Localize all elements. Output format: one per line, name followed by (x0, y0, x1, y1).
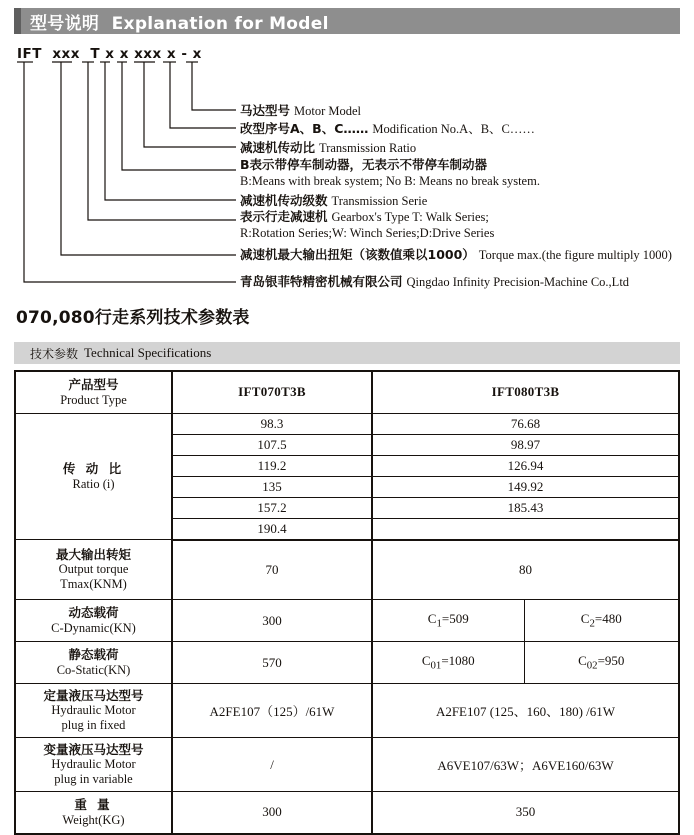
static-label-cell (15, 642, 172, 684)
static-col2a-value (372, 642, 524, 684)
model-explanation-header (14, 8, 680, 34)
diagram-label-2-en: Transmission Ratio (319, 141, 417, 155)
header-product-type-cell (15, 371, 172, 413)
fixed-motor-label-en1: Hydraulic Motor (51, 703, 136, 718)
diagram-label-2-cn: 减速机传动比 (240, 140, 316, 155)
dynamic-c2-prefix: C (580, 611, 590, 627)
weight-label-cn: 重 量 (74, 796, 113, 812)
diagram-label-0-cn: 马达型号 (240, 103, 291, 118)
static-c02-prefix: C (578, 653, 587, 669)
dynamic-col2b-value (524, 600, 679, 642)
ratio-label-en: Ratio (i) (72, 476, 115, 491)
table-header-row (15, 371, 679, 413)
spec-strip-en: Technical Specifications (84, 345, 212, 360)
table-row-variable-motor (15, 738, 679, 792)
header-product-type-cn: 产品型号 (68, 376, 119, 392)
dynamic-col1-value: 300 (172, 600, 372, 642)
variable-motor-label-en1: Hydraulic Motor (51, 757, 136, 772)
ratio-col2-value: 98.97 (372, 434, 679, 455)
table-row-output-torque (15, 540, 679, 600)
torque-col1-value: 70 (172, 540, 372, 600)
ratio-col1-value: 190.4 (172, 518, 372, 540)
diagram-label-company (240, 273, 629, 292)
ratio-col2-value: 126.94 (372, 455, 679, 476)
header-title-cn: 型号说明 (30, 13, 100, 34)
fixed-motor-label-en2: plug in fixed (61, 718, 126, 733)
diagram-label-6-cn: 减速机最大输出扭矩（该数值乘以1000） (240, 247, 475, 262)
table-row-fixed-motor (15, 684, 679, 738)
specifications-table (14, 370, 680, 835)
ratio-col1-value: 135 (172, 476, 372, 497)
weight-label-en: Weight(KG) (62, 812, 125, 827)
model-code-string: IFT xxx T x x xxx x - x (17, 46, 202, 62)
fixed-motor-label-cell (15, 684, 172, 738)
static-c01-value: =1080 (441, 653, 475, 669)
static-c02-subscript: 02 (586, 659, 598, 672)
static-col1-value: 570 (172, 642, 372, 684)
diagram-label-6-en: Torque max.(the figure multiply 1000) (478, 248, 672, 262)
fixed-motor-label-cn: 定量液压马达型号 (43, 687, 144, 703)
ratio-label-cn: 传 动 比 (62, 460, 125, 476)
header-col2-model: IFT080T3B (372, 371, 679, 413)
ratio-col2-value: 149.92 (372, 476, 679, 497)
diagram-label-0-en: Motor Model (294, 104, 362, 118)
ratio-col1-value: 107.5 (172, 434, 372, 455)
technical-specifications-strip (14, 342, 680, 364)
diagram-label-gearbox-type (240, 208, 494, 241)
header-product-type-en: Product Type (60, 392, 127, 407)
diagram-label-3-cn: B表示带停车制动器，无表示不带停车制动器 (240, 157, 488, 172)
header-col1-model: IFT070T3B (172, 371, 372, 413)
static-c01-prefix: C (421, 653, 431, 669)
ratio-label-cell (15, 413, 172, 540)
dynamic-c2-subscript: 2 (589, 617, 595, 630)
dynamic-c1-prefix: C (427, 611, 437, 627)
variable-motor-col2-value: A6VE107/63W；A6VE160/63W (372, 738, 679, 792)
dynamic-label-cn: 动态载荷 (68, 605, 119, 621)
diagram-label-5-cn: 表示行走减速机 (240, 209, 328, 224)
torque-label-en2: Tmax(KNM) (60, 577, 127, 592)
variable-motor-label-en2: plug in variable (54, 772, 133, 787)
diagram-label-break-system (240, 156, 540, 189)
header-title-en: Explanation for Model (111, 13, 329, 34)
variable-motor-label-cell (15, 738, 172, 792)
dynamic-c2-value: =480 (594, 611, 622, 627)
dynamic-c1-subscript: 1 (436, 617, 442, 630)
dynamic-col2a-value (372, 600, 524, 642)
static-c01-subscript: 01 (430, 659, 442, 672)
weight-label-cell (15, 792, 172, 834)
diagram-label-7-cn: 青岛银菲特精密机械有限公司 (240, 274, 403, 289)
diagram-label-4-cn: 减速机传动级数 (240, 193, 328, 208)
diagram-label-torque-max (240, 246, 672, 265)
dynamic-c1-value: =509 (441, 611, 469, 627)
ratio-col1-value: 157.2 (172, 497, 372, 518)
torque-label-cell (15, 540, 172, 600)
static-c02-value: =950 (597, 653, 625, 669)
spec-strip-cn: 技术参数 (30, 346, 79, 361)
diagram-label-1-en: Modification No.A、B、C…… (372, 122, 535, 136)
weight-col1-value: 300 (172, 792, 372, 834)
table-row-static-load (15, 642, 679, 684)
torque-col2-value: 80 (372, 540, 679, 600)
dynamic-label-en: C-Dynamic(KN) (51, 620, 136, 635)
diagram-label-4-en: Transmission Serie (331, 194, 428, 208)
model-code-diagram (0, 40, 694, 295)
diagram-label-3-sub: B:Means with break system; No B: Means no break system. (240, 173, 540, 188)
fixed-motor-col2-value: A2FE107 (125、160、180) /61W (372, 684, 679, 738)
diagram-label-5-sub: R:Rotation Series;W: Winch Series;D:Drive Series (240, 225, 495, 240)
static-col2b-value (524, 642, 679, 684)
table-row-ratio-1 (15, 413, 679, 434)
weight-col2-value: 350 (372, 792, 679, 834)
diagram-label-5-line1 (240, 208, 489, 225)
ratio-col2-value: 76.68 (372, 413, 679, 434)
diagram-label-1-cn: 改型序号A、B、C…… (240, 121, 369, 136)
table-row-weight (15, 792, 679, 834)
variable-motor-label-cn: 变量液压马达型号 (43, 741, 144, 757)
diagram-label-7-en: Qingdao Infinity Precision-Machine Co.,Ltd (406, 275, 630, 289)
ratio-col1-value: 98.3 (172, 413, 372, 434)
static-label-en: Co-Static(KN) (56, 662, 131, 677)
ratio-col2-value: 185.43 (372, 497, 679, 518)
ratio-col2-value-empty (372, 518, 679, 540)
table-row-dynamic-load (15, 600, 679, 642)
diagram-label-5-en: Gearbox's Type T: Walk Series; (331, 210, 489, 224)
spec-table-title: 070,080行走系列技术参数表 (16, 308, 250, 328)
torque-label-cn: 最大输出转矩 (55, 546, 131, 562)
fixed-motor-col1-value: A2FE107（125）/61W (172, 684, 372, 738)
header-accent-block (14, 8, 21, 34)
diagram-label-modification-no (240, 120, 535, 139)
variable-motor-col1-value: / (172, 738, 372, 792)
dynamic-label-cell (15, 600, 172, 642)
static-label-cn: 静态载荷 (68, 647, 119, 663)
diagram-label-motor-model (240, 102, 361, 121)
torque-label-en1: Output torque (58, 562, 129, 577)
header-title (14, 9, 329, 34)
ratio-col1-value: 119.2 (172, 455, 372, 476)
